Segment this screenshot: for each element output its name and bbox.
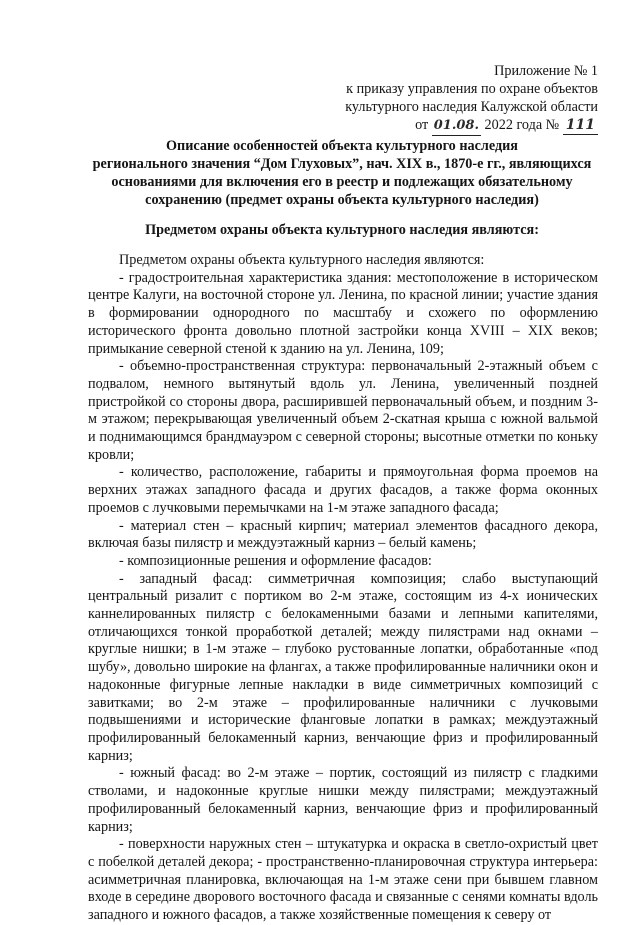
date-prefix: от [415,117,429,133]
appendix-line-2: к приказу управления по охране объектов [346,81,598,97]
title-line-3: основаниями для включения его в реестр и подлежащих обязательному [111,174,573,190]
paragraph-materials: - материал стен – красный кирпич; материал элементов фасадного декора, включая базы пилястр и междуэтажный карниз – белый камень; [88,517,598,552]
title-line-2: регионального значения “Дом Глуховых”, нач. XIX в., 1870-е гг., являющихся [92,156,592,172]
handwritten-date: 01.08. [432,117,481,136]
handwritten-number: 111 [563,116,598,135]
paragraph-intro: Предметом охраны объекта культурного наследия являются: [119,252,485,268]
year-text: 2022 года № [484,117,560,133]
paragraph-facades-intro: - композиционные решения и оформление фасадов: [119,552,432,569]
paragraph-west-facade: - западный фасад: симметричная композиция; слабо выступающий центральный ризалит с портиком во 2-м этаже, состоящим из 4-х ионических каннелированных пилястр с белокаменными базами и лепными капителями, отличающихся тонкой проработкой деталей; между пилястрами над окнами – круглые нишки; в 1-м этаже – глубоко рустованные лопатки, обработанные «под шубу», довольно широкие на флангах, а также профилированные наличники окон и надоконные фигурные лепные накладки в виде симметричных композиций с завитками; во 2-м этаже – профилированные наличники с лучковыми подвышениями и исторические фланговые лопатки в рамках; междуэтажный профилированный белокаменный карниз, венчающие фриз и профилированный карниз; [88,570,598,764]
paragraph-volume-structure: - объемно-пространственная структура: первоначальный 2-этажный объем с подвалом, немного вытянутый вдоль ул. Ленина, увеличенный поздней пристройкой со стороны двора, расширившей первоначальный объем, и поздним 3-м этажом; перекрывающая увеличенный объем 2-скатная крыша с южной вальмой и поднимающимся брандмауэром с северной стороны; высотные отметки по коньку кровли; [88,358,598,463]
title-line-1: Описание особенностей объекта культурного наследия [166,138,518,154]
appendix-header [330,62,598,136]
document-subtitle: Предметом охраны объекта культурного наследия являются: [145,222,539,238]
appendix-date-line [330,116,598,136]
appendix-line-3: культурного наследия Калужской области [345,99,598,115]
paragraph-wall-surfaces: - поверхности наружных стен – штукатурка и окраска в светло-охристый цвет с побелкой деталей декора; - пространственно-планировочная структура интерьера: асимметричная планировка, включающая на 1-м этаже сени при бывшем главном входе в середине дворового восточного фасада и связанные с сенями комнаты вдоль западного и южного фасадов, а также хозяйственные помещения к северу от [88,836,598,924]
appendix-line-1: Приложение № 1 [494,63,598,79]
paragraph-openings: - количество, расположение, габариты и прямоугольная форма проемов на верхних этажах западного фасада и других фасадов, а также форма оконных проемов с лучковыми перемычками на 1-м этаже западного фасада; [88,464,598,516]
paragraph-urban-planning: - градостроительная характеристика здания: местоположение в историческом центре Калуги, на восточной стороне ул. Ленина, по красной линии; участие здания в формировании однородного по масштабу и схожего по оформлению исторического фронта довольно плотной застройки конца XVIII – XIX веков; примыкание северной стеной к зданию на ул. Ленина, 109; [88,269,598,357]
document-body [88,252,598,925]
paragraph-south-facade: - южный фасад: во 2-м этаже – портик, состоящий из пилястр с гладкими стволами, и надоконные круглые нишки между пилястрами; междуэтажный профилированный белокаменный карниз, венчающие фриз и профилированный карниз; [88,765,598,835]
document-title [88,137,596,209]
title-line-4: сохранению (предмет охраны объекта культурного наследия) [145,192,539,208]
